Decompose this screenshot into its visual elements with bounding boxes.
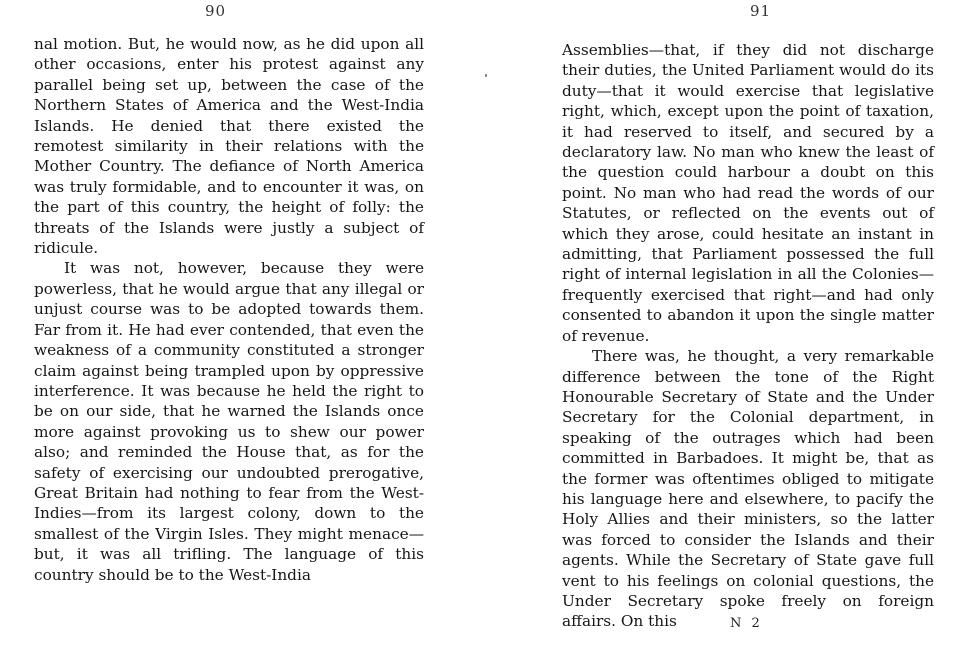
paragraph: nal motion. But, he would now, as he did upon all other occasions, enter his protest against any parallel being set up, between the case of the Northern States of America and the West-India Islands. He denied that there existed the remotest similarity in their relations with the Mother Country. The defiance of North America was truly formidable, and to encounter it was, on the part of this country, the height of folly: the threats of the Islands were justly a subject of ridicule. xyxy=(34,35,424,258)
paragraph: It was not, however, because they were powerless, that he would argue that any illegal or unjust course was to be adopted towards them. Far from it. He had ever contended, that even the weakness of a community constituted a stronger claim against being trampled upon by oppressive interference. It was because he held the right to be on our side, that he warned the Islands once more against provoking us to shew our power also; and reminded the House that, as for the safety of exercising our undoubted prerogative, Great Britain had nothing to fear from the West-Indies—from its largest colony, down to the smallest of the Virgin Isles. They might menace—but, it was all trifling. The language of this country should be to the West-India xyxy=(34,259,424,584)
paragraph: There was, he thought, a very remarkable difference between the tone of the Right Honourable Secretary of State and the Under Secretary for the Colonial department, in speaking of the outrages which had been committed in Barbadoes. It might be, that as the former was oftentimes obliged to mitigate his language here and elsewhere, to pacify the Holy Allies and their ministers, so the latter was forced to consider the Islands and their agents. While the Secretary of State gave full vent to his feelings on colonial questions, the Under Secretary spoke freely on foreign affairs. On this xyxy=(562,347,934,631)
page-text xyxy=(562,40,934,632)
signature-mark: N 2 xyxy=(730,616,763,631)
paper-speck xyxy=(485,74,487,77)
page-number: 90 xyxy=(205,2,227,20)
paragraph: Assemblies—that, if they did not discharge their duties, the United Parliament would do its duty—that it would exercise that legislative right, which, except upon the point of taxation, it had reserved to itself, and secured by a declaratory law. No man who knew the least of the question could harbour a doubt on this point. No man who had read the words of our Statutes, or reflected on the events out of which they arose, could hesitate an instant in admitting, that Parliament possessed the full right of internal legislation in all the Colonies—frequently exercised that right—and had only consented to abandon it upon the single matter of revenue. xyxy=(562,41,934,345)
page-text xyxy=(34,34,424,585)
right-page xyxy=(490,0,980,652)
page-number: 91 xyxy=(750,2,772,20)
